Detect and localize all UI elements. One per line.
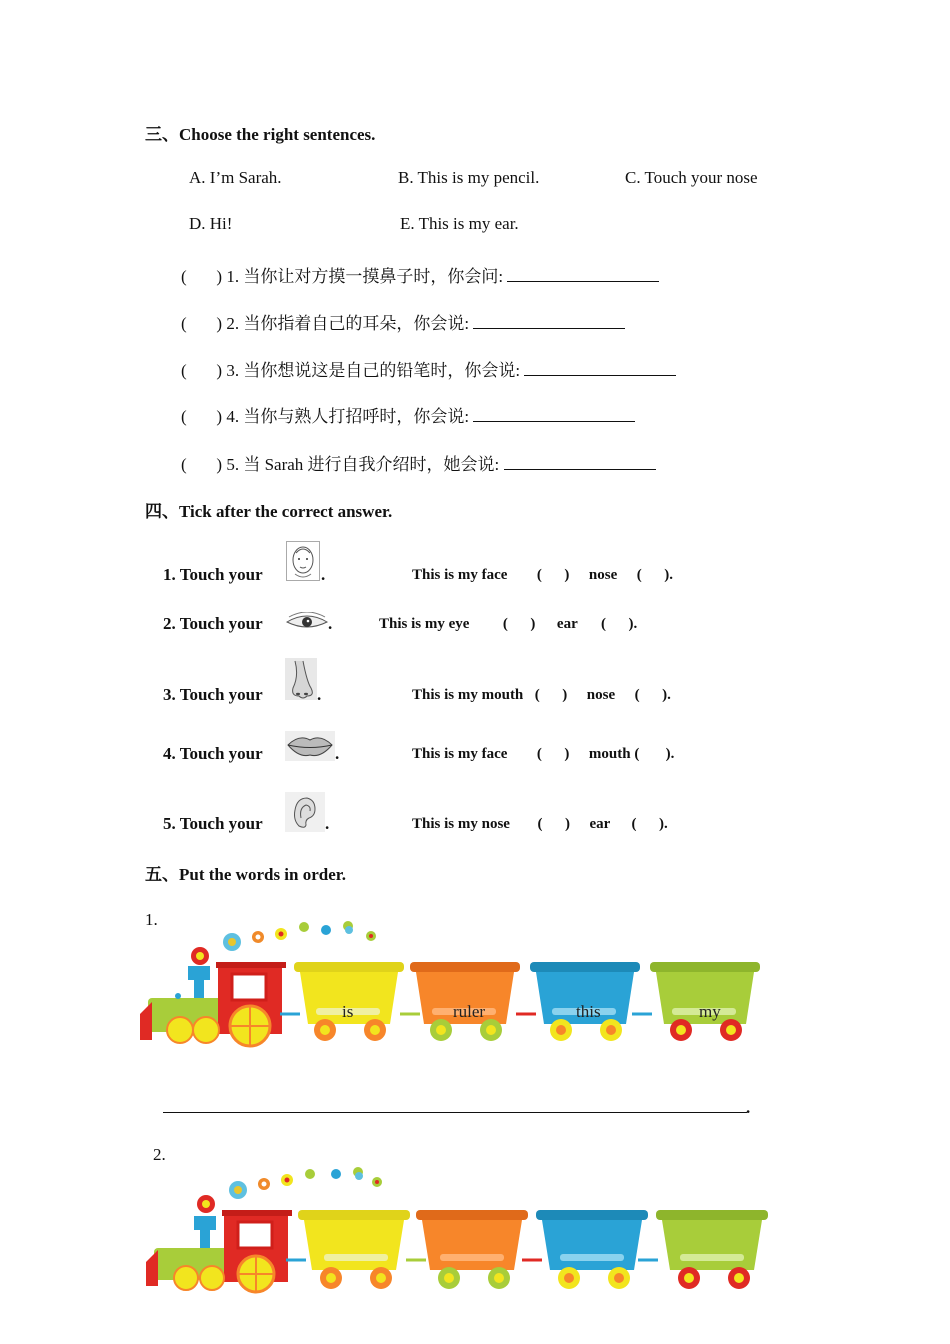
question-row — [181, 356, 676, 381]
answer-line[interactable] — [473, 314, 625, 329]
tick-row — [412, 687, 671, 704]
tick-box[interactable]: ( ). — [634, 687, 671, 703]
period: . — [325, 814, 330, 833]
tick-row — [412, 746, 674, 763]
touch-label: 3. Touch your — [163, 685, 263, 704]
tick-row — [412, 816, 668, 833]
tick-box[interactable]: ( ). — [600, 616, 638, 632]
touch-label: 1. Touch your — [163, 565, 263, 584]
word-card[interactable]: this — [576, 1002, 601, 1021]
answer-line[interactable] — [473, 407, 635, 422]
tick-box[interactable]: ( ) — [536, 746, 570, 762]
question-row — [181, 309, 625, 334]
tick-box[interactable]: ( ) — [534, 687, 568, 703]
tick-box[interactable]: ( ) — [536, 567, 570, 583]
engine — [140, 962, 286, 1046]
alt-text: mouth ( — [588, 746, 640, 762]
wagon-orange — [406, 1210, 528, 1289]
period: . — [335, 744, 340, 763]
tick-box[interactable]: ( ) — [537, 816, 570, 832]
touch-label: 5. Touch your — [163, 814, 263, 833]
wagon-green — [632, 962, 760, 1041]
question-number: 1. — [145, 910, 158, 929]
ear-icon — [285, 792, 325, 832]
question-text: 当你让对方摸一摸鼻子时，你会问: — [243, 267, 504, 286]
question-row — [181, 262, 659, 287]
eye-icon — [286, 612, 328, 632]
wagon-blue — [522, 1210, 648, 1289]
train-illustration-2 — [146, 1164, 776, 1294]
tick-box[interactable]: ( ) — [502, 616, 536, 632]
option-e: E. This is my ear. — [400, 214, 519, 233]
flower-decoration — [197, 1167, 382, 1213]
alt-text: nose — [588, 567, 618, 583]
nose-icon — [285, 658, 317, 700]
answer-paren[interactable]: ( ) 2. — [181, 314, 240, 333]
answer-paren[interactable]: ( ) 4. — [181, 407, 240, 426]
question-text: 当你与熟人打招呼时，你会说: — [243, 407, 470, 426]
sentence-text: This is my mouth — [412, 687, 524, 703]
answer-paren[interactable]: ( ) 5. — [181, 455, 240, 474]
answer-paren[interactable]: ( ) 3. — [181, 361, 240, 380]
question-row — [181, 450, 656, 475]
section5-title: 五、Put the words in order. — [145, 865, 347, 884]
answer-line[interactable] — [524, 361, 676, 376]
option-a: A. I’m Sarah. — [189, 168, 282, 187]
period: . — [328, 614, 333, 633]
wagon-green — [638, 1210, 768, 1289]
alt-text: ear — [589, 816, 610, 832]
wagon-yellow — [286, 1210, 410, 1289]
option-c: C. Touch your nose — [625, 168, 758, 187]
answer-line[interactable] — [507, 267, 659, 282]
touch-label: 2. Touch your — [163, 614, 263, 633]
tick-box[interactable]: ). — [643, 746, 675, 762]
answer-line[interactable] — [504, 455, 656, 470]
period: . — [321, 565, 326, 584]
word-card[interactable]: my — [699, 1002, 721, 1021]
question-number: 2. — [153, 1145, 166, 1164]
sentence-text: This is my face — [412, 567, 508, 583]
section4-title: 四、Tick after the correct answer. — [145, 502, 393, 521]
touch-label: 4. Touch your — [163, 744, 263, 763]
face-icon — [286, 541, 320, 581]
engine — [146, 1210, 292, 1292]
option-d: D. Hi! — [189, 214, 233, 233]
alt-text: nose — [586, 687, 616, 703]
question-text: 当你想说这是自己的铅笔时，你会说: — [243, 361, 521, 380]
question-row — [181, 402, 635, 427]
flower-decoration — [191, 921, 376, 965]
sentence-text: This is my nose — [412, 816, 510, 832]
question-text: 当 Sarah 进行自我介绍时，她会说: — [243, 455, 500, 474]
period: . — [317, 685, 322, 704]
tick-box[interactable]: ( ). — [636, 567, 674, 583]
train-illustration-1 — [140, 918, 770, 1048]
answer-line[interactable] — [163, 1112, 747, 1113]
section3-title: 三、Choose the right sentences. — [145, 125, 376, 144]
sentence-text: This is my face — [412, 746, 508, 762]
answer-paren[interactable]: ( ) 1. — [181, 267, 240, 286]
option-b: B. This is my pencil. — [398, 168, 540, 187]
word-card[interactable]: is — [342, 1002, 354, 1021]
period: . — [746, 1098, 751, 1117]
mouth-icon — [285, 731, 335, 761]
tick-row — [379, 616, 637, 633]
tick-row — [412, 567, 673, 584]
tick-box[interactable]: ( ). — [631, 816, 668, 832]
alt-text: ear — [556, 616, 578, 632]
word-card[interactable]: ruler — [453, 1002, 486, 1021]
sentence-text: This is my eye — [379, 616, 470, 632]
question-text: 当你指着自己的耳朵，你会说: — [243, 314, 470, 333]
